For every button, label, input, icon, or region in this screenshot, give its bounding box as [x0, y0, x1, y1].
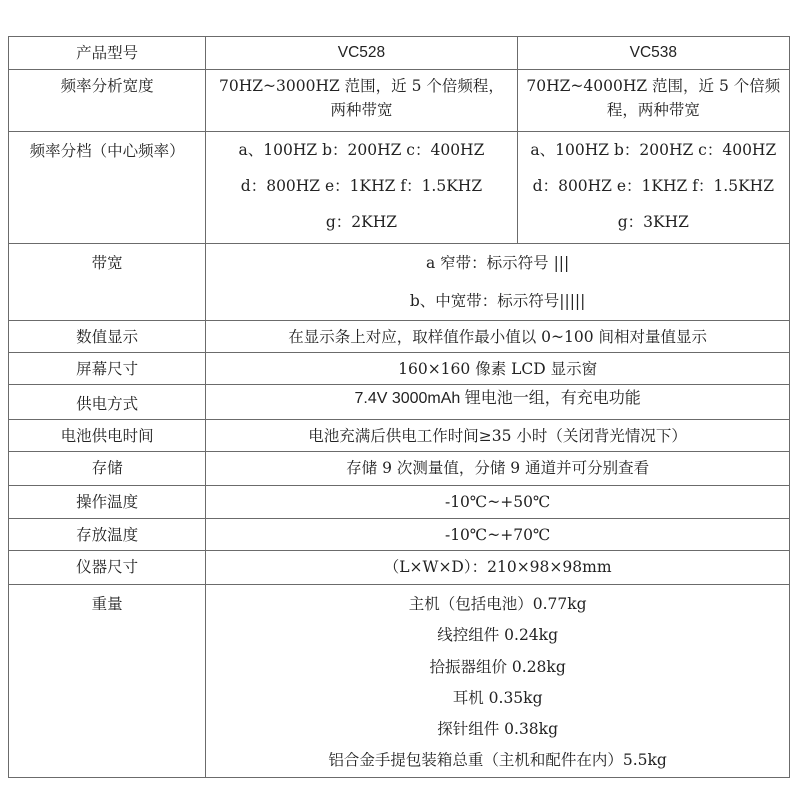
dimensions-value: （L×W×D）：210×98×98mm: [206, 551, 790, 585]
header-label: 产品型号: [9, 37, 206, 70]
table-row: [9, 585, 790, 778]
display-value: 在显示条上对应，取样值作最小值以 0~100 间相对量值显示: [206, 321, 790, 353]
row-label: 屏幕尺寸: [9, 353, 206, 385]
header-row: [9, 37, 790, 70]
weight-value: 主机（包括电池）0.77kg 线控组件 0.24kg 拾振器组价 0.28kg 耳机 0.35kg 探针组件 0.38kg 铝合金手提包装箱总重（主机和配件在内）5.5kg: [206, 585, 790, 778]
row-label: 存储: [9, 452, 206, 486]
table-row: [9, 420, 790, 452]
row-label: 重量: [9, 585, 206, 778]
model-vc528: VC528: [206, 37, 517, 70]
table-row: [9, 321, 790, 353]
table-row: [9, 244, 790, 321]
freq-bands-vc528: a、100HZ b：200HZ c：400HZ d：800HZ e：1KHZ f：1.5KHZ g：2KHZ: [206, 132, 517, 244]
row-label: 数值显示: [9, 321, 206, 353]
spec-table: [8, 36, 790, 778]
freq-range-vc538: 70HZ~4000HZ 范围，近 5 个倍频 程，两种带宽: [517, 70, 789, 132]
row-label: 供电方式: [9, 385, 206, 420]
table-row: [9, 132, 790, 244]
freq-bands-vc538: a、100HZ b：200HZ c：400HZ d：800HZ e：1KHZ f：1.5KHZ g：3KHZ: [517, 132, 789, 244]
table-row: [9, 452, 790, 486]
table-row: [9, 385, 790, 420]
table-row: [9, 519, 790, 551]
storage-value: 存储 9 次测量值，分储 9 通道并可分别查看: [206, 452, 790, 486]
row-label: 操作温度: [9, 486, 206, 519]
row-label: 频率分析宽度: [9, 70, 206, 132]
table-row: [9, 70, 790, 132]
table-row: [9, 353, 790, 385]
row-label: 存放温度: [9, 519, 206, 551]
model-vc538: VC538: [517, 37, 789, 70]
screen-size-value: 160×160 像素 LCD 显示窗: [206, 353, 790, 385]
power-supply-value: 7.4V 3000mAh 锂电池一组，有充电功能: [206, 385, 790, 420]
table-row: [9, 486, 790, 519]
battery-life-value: 电池充满后供电工作时间≥35 小时（关闭背光情况下）: [206, 420, 790, 452]
operating-temp-value: -10℃~+50℃: [206, 486, 790, 519]
row-label: 频率分档（中心频率）: [9, 132, 206, 244]
table-row: [9, 551, 790, 585]
row-label: 仪器尺寸: [9, 551, 206, 585]
bandwidth-value: a 窄带：标示符号 ||| b、中宽带：标示符号|||||: [206, 244, 790, 321]
freq-range-vc528: 70HZ~3000HZ 范围，近 5 个倍频程， 两种带宽: [206, 70, 517, 132]
storage-temp-value: -10℃~+70℃: [206, 519, 790, 551]
row-label: 带宽: [9, 244, 206, 321]
row-label: 电池供电时间: [9, 420, 206, 452]
